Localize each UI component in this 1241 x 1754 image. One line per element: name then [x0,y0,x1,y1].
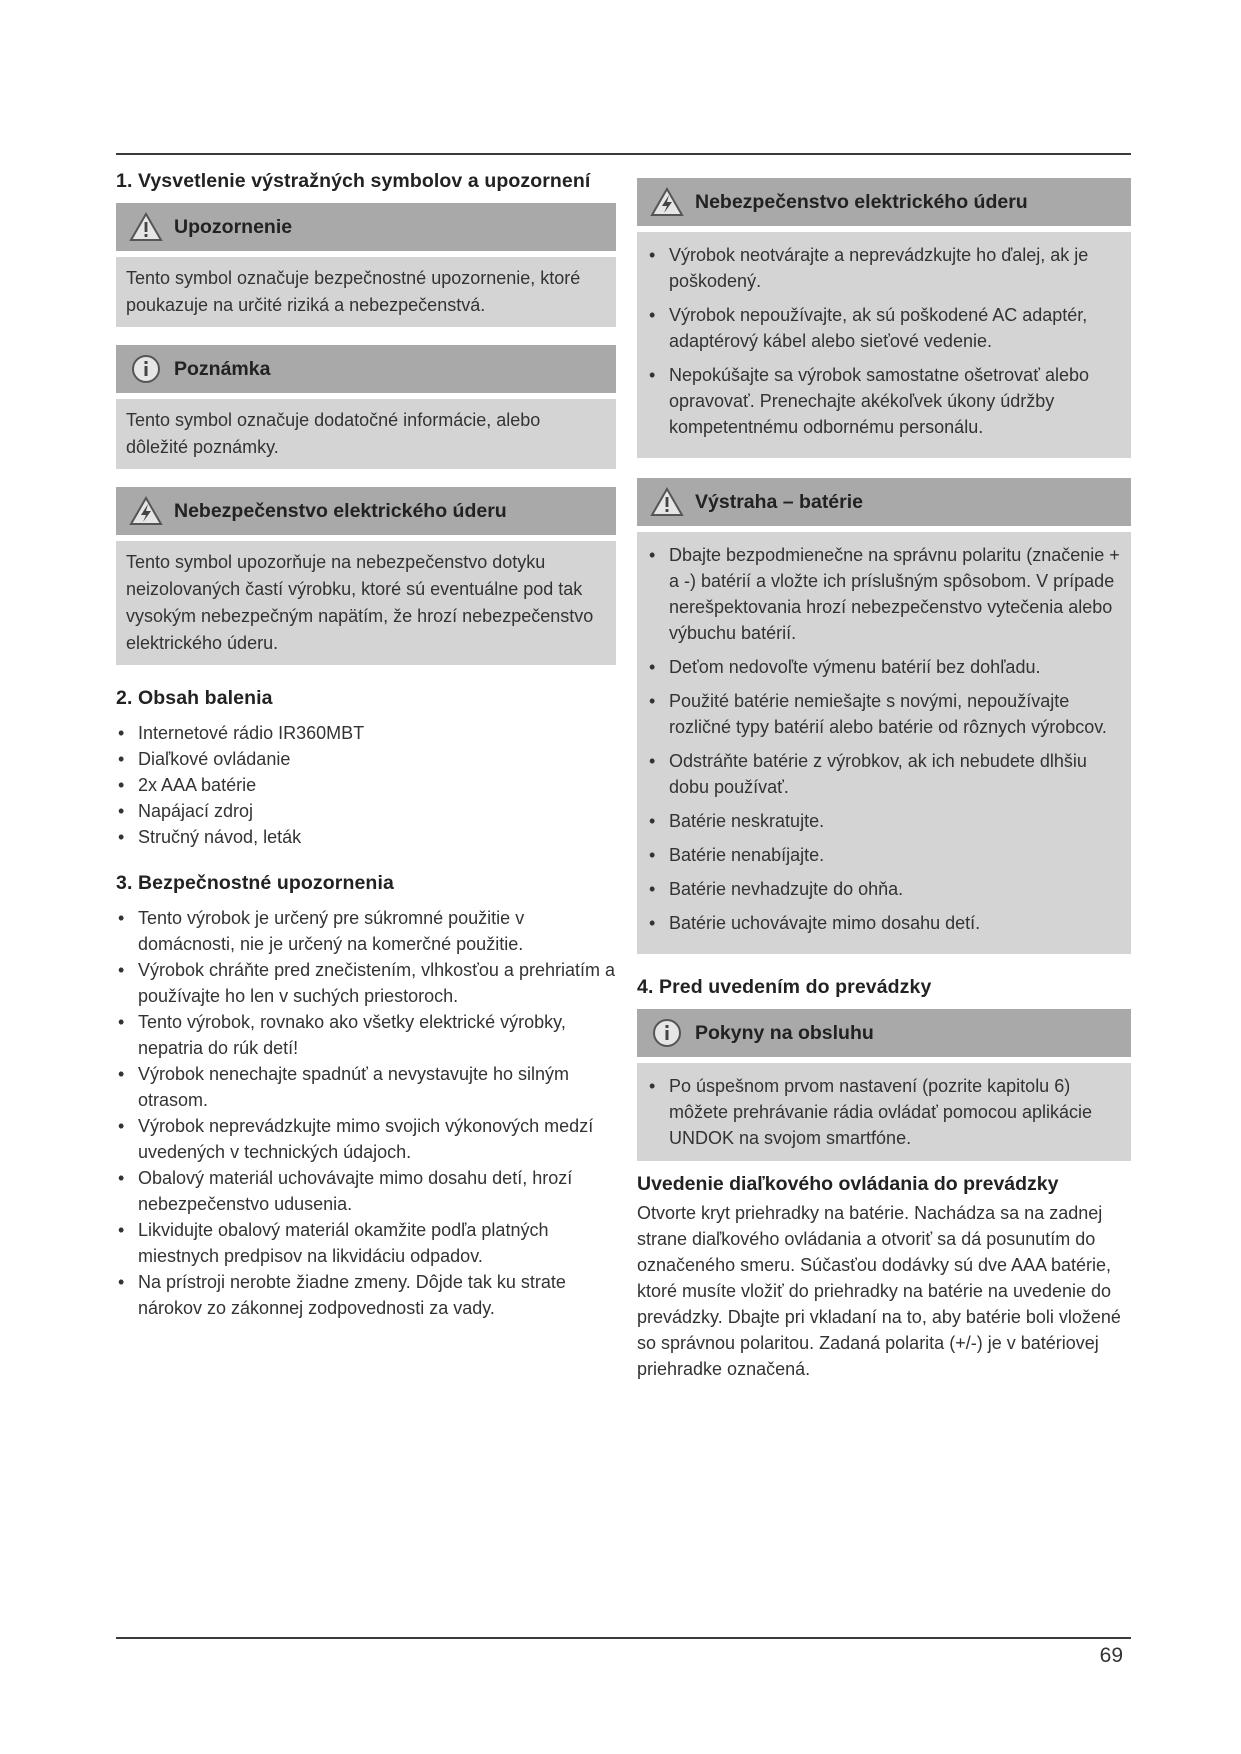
list-item: • Dbajte bezpodmienečne na správnu polaritu (značenie + a -) batérií a vložte ich príslušným spôsobom. V prípade nerešpektovania hrozí nebezpečenstvo vytečenia alebo výbuchu batérií. [647,542,1121,646]
left-column [116,170,616,1321]
list-item: • Výrobok neotvárajte a neprevádzkujte ho ďalej, ak je poškodený. [647,242,1121,294]
list-item: • Po úspešnom prvom nastavení (pozrite kapitolu 6) môžete prehrávanie rádia ovládať pomocou aplikácie UNDOK na svojom smartfóne. [647,1073,1121,1151]
section1-title: 1. Vysvetlenie výstražných symbolov a upozornení [116,170,591,192]
right-uder-label: Nebezpečenstvo elektrického úderu [695,190,1028,213]
list-item: • Výrobok neprevádzkujte mimo svojich výkonových medzí uvedených v technických údajoch. [116,1113,616,1165]
safety-list [116,905,616,1321]
bateria-list [647,542,1121,936]
pokyny-list [647,1073,1121,1151]
list-item: • Likvidujte obalový materiál okamžite podľa platných miestnych predpisov na likvidáciu odpadov. [116,1217,616,1269]
bateria-label: Výstraha – batérie [695,490,864,513]
list-item: • Diaľkové ovládanie [116,746,616,772]
section2-title: 2. Obsah balenia [116,687,273,709]
page-number: 69 [1099,1644,1123,1667]
uder-header [116,487,616,535]
list-item: • Na prístroji nerobte žiadne zmeny. Dôjde tak ku strate nárokov zo zákonnej zodpovednosti za vady. [116,1269,616,1321]
list-item: • 2x AAA batérie [116,772,616,798]
warning-triangle-icon [128,211,164,243]
list-item: • Batérie neskratujte. [647,808,1121,834]
electric-shock-icon [649,186,685,218]
list-item: • Napájací zdroj [116,798,616,824]
list-item: • Použité batérie nemiešajte s novými, nepoužívajte rozličné typy batérií alebo batérie od rôznych výrobcov. [647,688,1121,740]
bottom-rule [116,1637,1131,1639]
list-item: • Batérie nevhadzujte do ohňa. [647,876,1121,902]
bateria-box [637,532,1131,954]
list-item: • Batérie nenabíjajte. [647,842,1121,868]
list-item: • Deťom nedovoľte výmenu batérií bez dohľadu. [647,654,1121,680]
pokyny-header [637,1009,1131,1057]
right-uder-header [637,178,1131,226]
warning-triangle-icon [649,486,685,518]
uder-list [647,242,1121,440]
remote-text: Otvorte kryt priehradky na batérie. Nachádza sa na zadnej strane diaľkového ovládania a otvoriť sa dá posunutím do označeného smeru. Súčasťou dodávky sú dve AAA batérie, ktoré musíte vložiť do priehradky na batérie na uvedenie do prevádzky. Dbajte pri vkladaní na to, aby batérie boli vložené so správnou polaritou. Zadaná polarita (+/-) je v batériovej priehradke označená. [637,1203,1121,1379]
list-item: • Tento výrobok, rovnako ako všetky elektrické výrobky, nepatria do rúk detí! [116,1009,616,1061]
uder-text: Tento symbol upozorňuje na nebezpečenstvo dotyku neizolovaných častí výrobku, ktoré sú eventuálne pod tak vysokým nebezpečným napätím, že hrozí nebezpečenstvo elektrického úderu. [116,541,616,665]
list-item: • Výrobok nepoužívajte, ak sú poškodené AC adaptér, adaptérový kábel alebo sieťové vedenie. [647,302,1121,354]
list-item: • Stručný návod, leták [116,824,616,850]
pokyny-label: Pokyny na obsluhu [695,1021,874,1044]
right-column [637,178,1131,1382]
bateria-header [637,478,1131,526]
list-item: • Výrobok chráňte pred znečistením, vlhkosťou a prehriatím a používajte ho len v suchých priestoroch. [116,957,616,1009]
package-contents-list [116,720,616,850]
list-item: • Odstráňte batérie z výrobkov, ak ich nebudete dlhšiu dobu používať. [647,748,1121,800]
top-rule [116,153,1131,155]
section4-title: 4. Pred uvedením do prevádzky [637,976,932,998]
remote-title: Uvedenie diaľkového ovládania do prevádzky [637,1173,1059,1195]
upozornenie-label: Upozornenie [174,215,293,238]
list-item: • Tento výrobok je určený pre súkromné použitie v domácnosti, nie je určený na komerčné použitie. [116,905,616,957]
list-item: • Nepokúšajte sa výrobok samostatne ošetrovať alebo opravovať. Prenechajte akékoľvek úkony údržby kompetentnému odbornému personálu. [647,362,1121,440]
list-item: • Internetové rádio IR360MBT [116,720,616,746]
upozornenie-header [116,203,616,251]
poznamka-text: Tento symbol označuje dodatočné informácie, alebo dôležité poznámky. [116,399,616,469]
poznamka-label: Poznámka [174,357,271,380]
info-icon [649,1017,685,1049]
upozornenie-text: Tento symbol označuje bezpečnostné upozornenie, ktoré poukazuje na určité riziká a nebezpečenstvá. [116,257,616,327]
electric-shock-icon [128,495,164,527]
right-uder-box [637,232,1131,458]
list-item: • Výrobok nenechajte spadnúť a nevystavujte ho silným otrasom. [116,1061,616,1113]
pokyny-box [637,1063,1131,1161]
list-item: • Batérie uchovávajte mimo dosahu detí. [647,910,1121,936]
uder-label: Nebezpečenstvo elektrického úderu [174,499,507,522]
list-item: • Obalový materiál uchovávajte mimo dosahu detí, hrozí nebezpečenstvo udusenia. [116,1165,616,1217]
poznamka-header [116,345,616,393]
section3-title: 3. Bezpečnostné upozornenia [116,872,394,894]
info-icon [128,353,164,385]
